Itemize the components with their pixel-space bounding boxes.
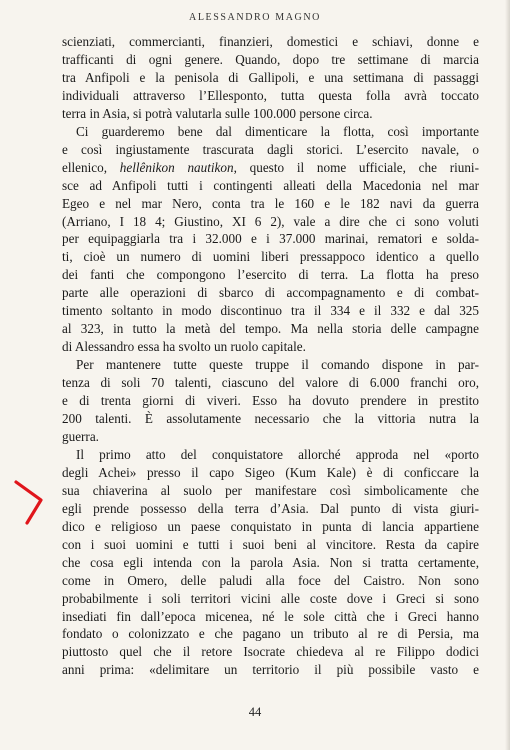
text-line: 200 talenti. È assolutamente necessario che la vittoria nutra la [62, 411, 479, 427]
text-line: e di trenta giorni di viveri. Esso ha dovuto prendere in prestito [62, 393, 479, 409]
text-line: fondato o colonizzato e che pagano un tributo al re di Persia, ma [62, 626, 479, 642]
text-line: trafficanti di ogni genere. Quando, dopo tre settimane di marcia [62, 51, 479, 67]
italic-term: hellênikon nautikon [119, 159, 234, 175]
arrow-stroke [16, 482, 41, 523]
text-line: timento soltanto in modo discontinuo tra il 334 e il 332 e dal 325 [62, 303, 479, 319]
running-header: ALESSANDRO MAGNO [189, 12, 321, 23]
text-line: dico e religioso un paese conquistato in punta di lancia appartiene [62, 518, 479, 534]
text-line: individuali attraverso l’Ellesponto, tutta questa folla avrà toccato [62, 87, 479, 103]
text-line: probabilmente i soli territori vicini alle coste dove i Greci si sono [62, 590, 479, 606]
text-line: degli Achei» presso il capo Sigeo (Kum Kale) è di conficcare la [62, 464, 479, 480]
text-line: che cosa egli intenda con la parola Asia. Non si tratta certamente, [62, 554, 479, 570]
text-line: di Alessandro essa ha svolto un ruolo capitale. [62, 339, 306, 355]
text-line: tenza di soli 70 talenti, ciascuno del valore di 6.000 franchi oro, [62, 375, 479, 391]
paragraph-4 [62, 446, 479, 679]
text-line: insediati fin dall’epoca micenea, né le sole città che i Greci hanno [62, 608, 479, 624]
text-line: sce ad Anfipoli tutti i contingenti alleati della Macedonia nel mar [62, 177, 479, 193]
text-line: al 323, in tutto la metà del tempo. Ma nella storia delle campagne [62, 321, 479, 337]
text-line [62, 159, 479, 177]
text-line: terra in Asia, si potrà valutarla sulle 100.000 persone circa. [62, 105, 373, 121]
page-edge [505, 0, 510, 750]
text-line: egli prende possesso della terra d’Asia. Dal punto di vista giuri- [62, 500, 479, 516]
text-line: parte alle operazioni di sbarco di accompagnamento e di combat- [62, 285, 479, 301]
text-line: con i suoi uomini e tutti i suoi beni al vincitore. Resta da capire [62, 536, 479, 552]
text-line: Egeo e nel mar Nero, conta tra le 160 e le 182 navi da guerra [62, 195, 479, 211]
paragraph-3 [62, 356, 479, 446]
text-line: scienziati, commercianti, finanzieri, domestici e schiavi, donne e [62, 34, 479, 49]
body-text [62, 33, 479, 679]
text-line: Ci guarderemo bene dal dimenticare la flotta, così importante [76, 123, 479, 139]
text-line: ti, cioè un numero di uomini liberi pressappoco identico a quello [62, 249, 479, 265]
text-line: e così ingiustamente trascurata dagli storici. L’esercito navale, o [62, 141, 479, 157]
text-line: come in Omero, delle paludi alla foce del Caistro. Non sono [62, 572, 479, 588]
text-line: piuttosto quel che il retore Isocrate chiedeva al re Filippo dodici [62, 644, 479, 660]
text-line: (Arriano, I 18 4; Giustino, XI 6 2), vale a dire che ci sono voluti [62, 213, 479, 229]
page-number: 44 [248, 705, 262, 719]
text-line: Per mantenere tutte queste truppe il comando dispone in par- [76, 357, 479, 373]
text-segment: , questo il nome ufficiale, che riuni- [233, 159, 479, 175]
paragraph-2 [62, 123, 479, 356]
text-line: sua chiaverina al suolo per manifestare così simbolicamente che [62, 482, 479, 498]
text-line: per equipaggiarla tra i 32.000 e i 37.000 marinai, rematori e solda- [62, 231, 479, 247]
text-line: dei fanti che compongono l’esercito di terra. La flotta ha preso [62, 267, 479, 283]
text-line: Il primo atto del conquistatore allorché approda nel «porto [76, 446, 479, 462]
text-line: anni prima: «delimitare un territorio il più possibile vasto e [62, 662, 479, 678]
text-line: guerra. [62, 428, 99, 444]
text-segment: ellenico, [62, 159, 120, 175]
text-line: tra Anfipoli e la penisola di Gallipoli, e una settimana di passaggi [62, 69, 479, 85]
paragraph-1 [62, 33, 479, 123]
